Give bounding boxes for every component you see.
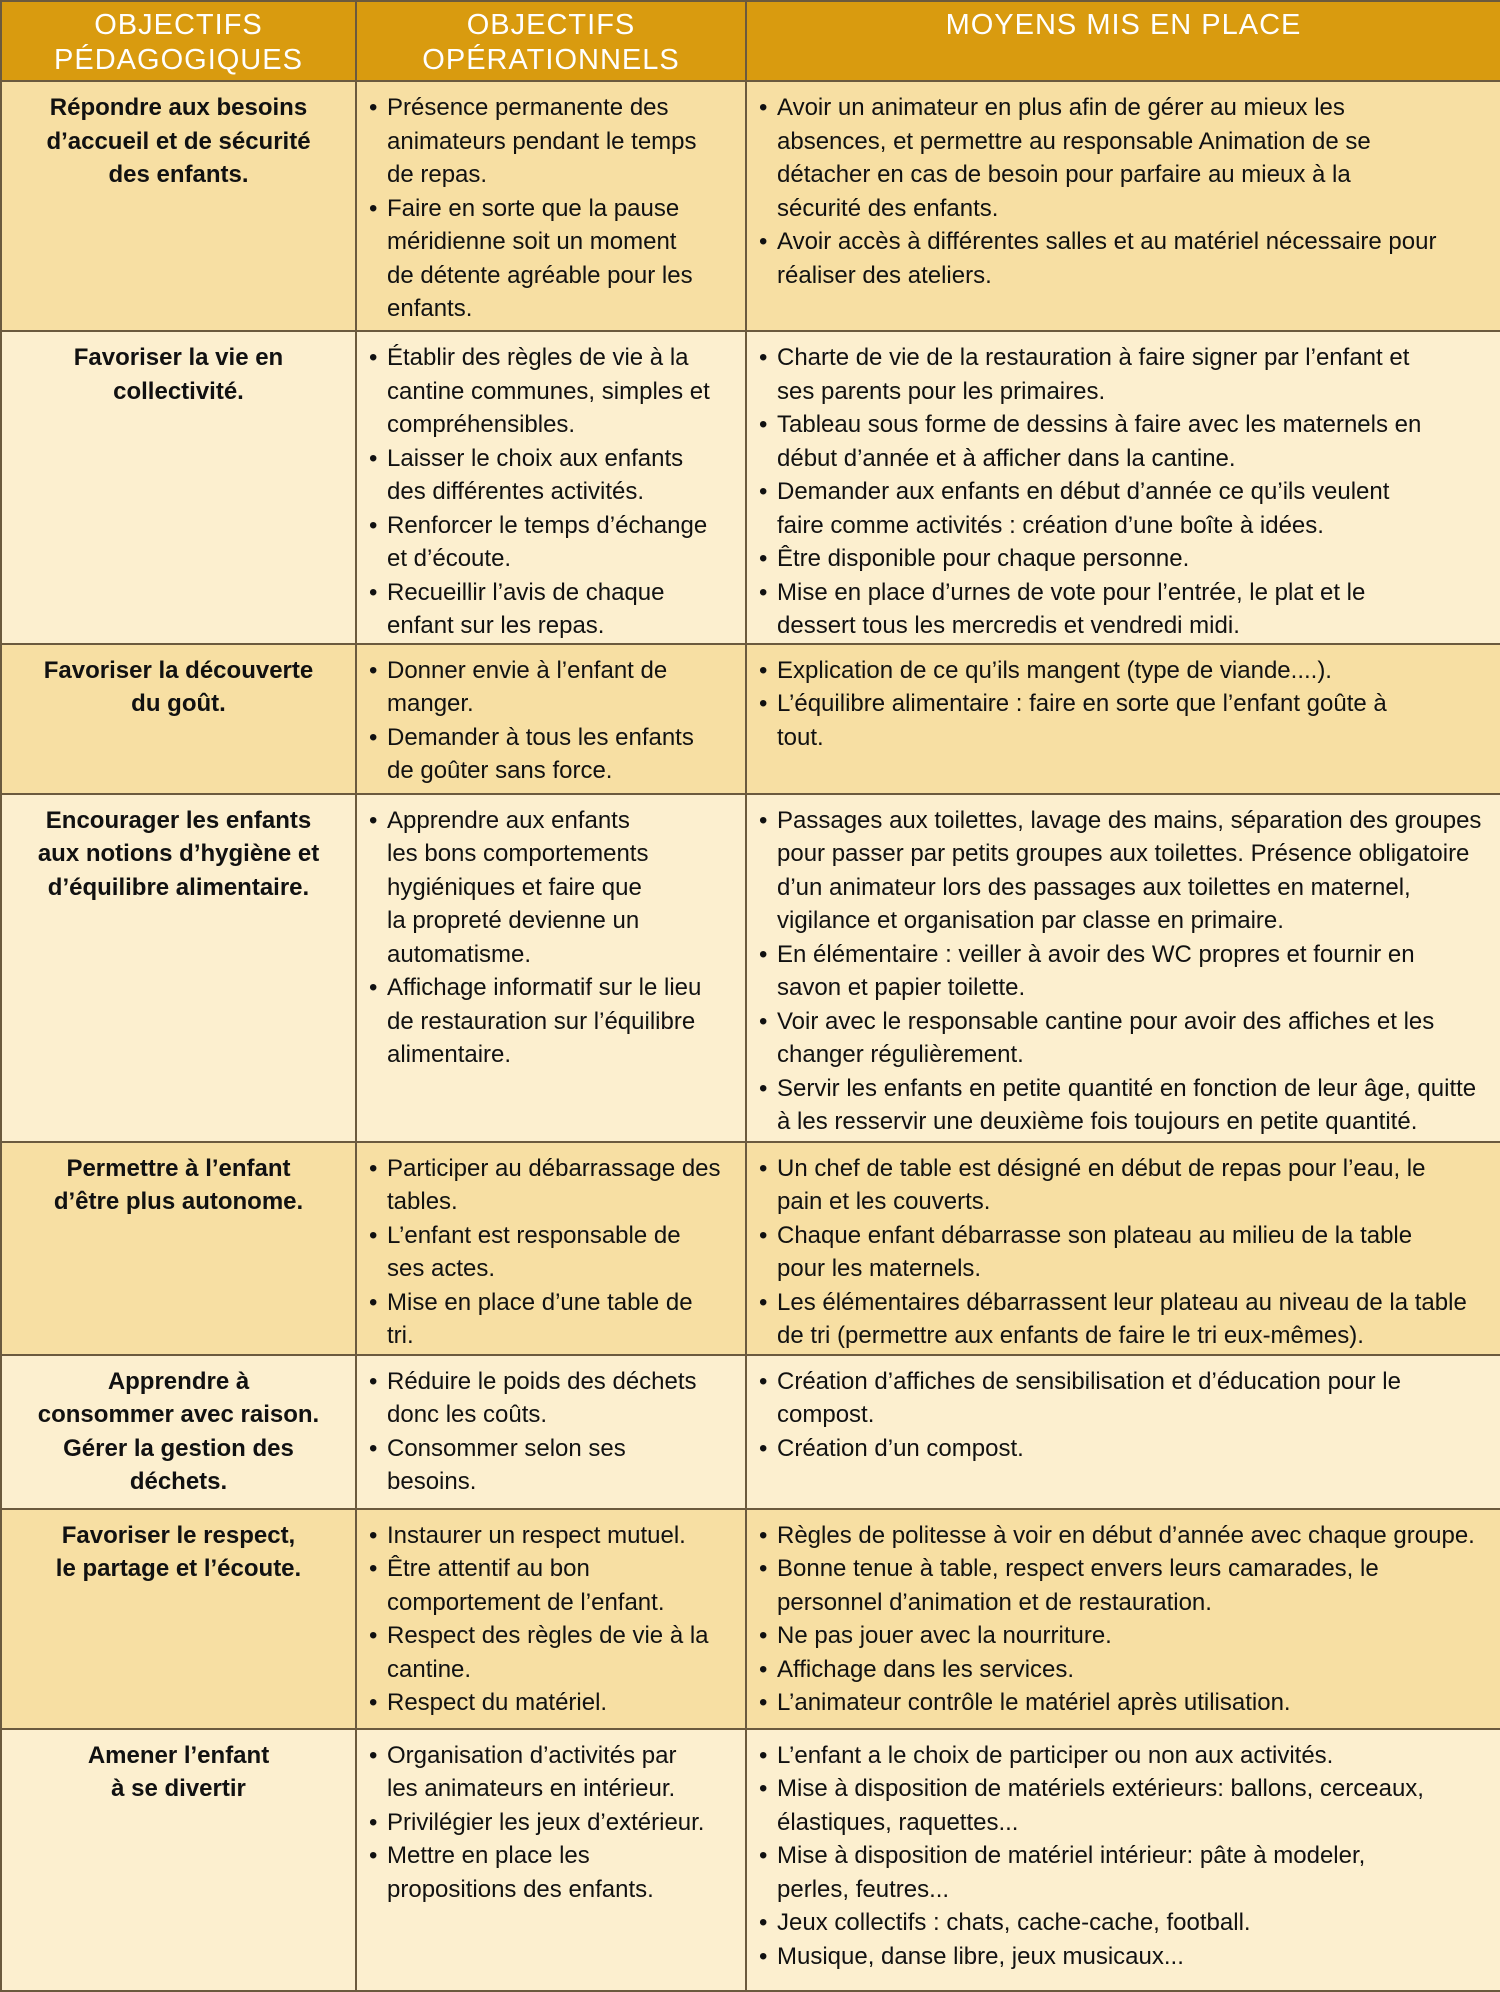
table-row [1, 794, 1500, 1142]
pedagogical-objective: Encourager les enfants aux notions d’hygiène et d’équilibre alimentaire. [1, 794, 356, 1142]
means-list [755, 341, 1494, 643]
operational-list [365, 341, 739, 643]
operational-item: • Renforcer le temps d’échange et d’écoute. [365, 509, 739, 576]
table-row [1, 81, 1500, 331]
means-item: • L’équilibre alimentaire : faire en sorte que l’enfant goûte à tout. [755, 687, 1494, 754]
means-item: • Mise à disposition de matériel intérieur: pâte à modeler, perles, feutres... [755, 1839, 1494, 1906]
means-item: • Affichage dans les services. [755, 1653, 1494, 1687]
means-item: • Création d’un compost. [755, 1432, 1494, 1466]
table-row [1, 1142, 1500, 1355]
table-row [1, 1355, 1500, 1509]
means-list [755, 1365, 1494, 1466]
means-item: • En élémentaire : veiller à avoir des WC propres et fournir en savon et papier toilette. [755, 938, 1494, 1005]
operational-objectives [356, 81, 746, 331]
means-item: • Jeux collectifs : chats, cache-cache, football. [755, 1906, 1494, 1940]
means-list [755, 654, 1494, 755]
means-item: • Musique, danse libre, jeux musicaux... [755, 1940, 1494, 1974]
table-row [1, 644, 1500, 794]
pedagogical-objective: Favoriser la découverte du goût. [1, 644, 356, 794]
operational-objectives [356, 1142, 746, 1355]
pedagogical-objective: Apprendre à consommer avec raison. Gérer la gestion des déchets. [1, 1355, 356, 1509]
operational-item: • Présence permanente des animateurs pendant le temps de repas. [365, 91, 739, 192]
means-implemented [746, 1355, 1500, 1509]
operational-item: • Faire en sorte que la pause méridienne soit un moment de détente agréable pour les enfants. [365, 192, 739, 326]
operational-list [365, 804, 739, 1072]
header-row [1, 1, 1500, 81]
means-item: • Un chef de table est désigné en début de repas pour l’eau, le pain et les couverts. [755, 1152, 1494, 1219]
means-item: • Chaque enfant débarrasse son plateau au milieu de la table pour les maternels. [755, 1219, 1494, 1286]
means-implemented [746, 1142, 1500, 1355]
means-list [755, 91, 1494, 292]
means-implemented [746, 794, 1500, 1142]
operational-list [365, 1519, 739, 1720]
operational-item: • Respect des règles de vie à la cantine. [365, 1619, 739, 1686]
operational-item: • Organisation d’activités par les animateurs en intérieur. [365, 1739, 739, 1806]
operational-objectives [356, 644, 746, 794]
means-list [755, 804, 1494, 1139]
operational-list [365, 654, 739, 788]
operational-item: • Laisser le choix aux enfants des différentes activités. [365, 442, 739, 509]
operational-item: • Instaurer un respect mutuel. [365, 1519, 739, 1553]
means-item: • Passages aux toilettes, lavage des mains, séparation des groupes pour passer par petits groupes aux toilettes. Présence obligatoire d’un animateur lors des passages aux toilettes en maternel, vigilance et organisation par classe en primaire. [755, 804, 1494, 938]
pedagogical-objective: Favoriser le respect, le partage et l’écoute. [1, 1509, 356, 1729]
operational-item: • Privilégier les jeux d’extérieur. [365, 1806, 739, 1840]
operational-item: • Mise en place d’une table de tri. [365, 1286, 739, 1353]
operational-objectives [356, 1729, 746, 1991]
header-operationnels: OBJECTIFS OPÉRATIONNELS [356, 1, 746, 81]
means-item: • Être disponible pour chaque personne. [755, 542, 1494, 576]
means-implemented [746, 331, 1500, 644]
means-item: • Règles de politesse à voir en début d’année avec chaque groupe. [755, 1519, 1494, 1553]
operational-item: • Affichage informatif sur le lieu de restauration sur l’équilibre alimentaire. [365, 971, 739, 1072]
means-item: • Tableau sous forme de dessins à faire avec les maternels en début d’année et à afficher dans la cantine. [755, 408, 1494, 475]
means-item: • Demander aux enfants en début d’année ce qu’ils veulent faire comme activités : création d’une boîte à idées. [755, 475, 1494, 542]
operational-item: • Consommer selon ses besoins. [365, 1432, 739, 1499]
means-item: • Avoir un animateur en plus afin de gérer au mieux les absences, et permettre au responsable Animation de se détacher en cas de besoin pour parfaire au mieux à la sécurité des enfants. [755, 91, 1494, 225]
means-implemented [746, 1509, 1500, 1729]
operational-objectives [356, 1509, 746, 1729]
means-list [755, 1739, 1494, 1974]
means-item: • Les élémentaires débarrassent leur plateau au niveau de la table de tri (permettre aux enfants de faire le tri eux-mêmes). [755, 1286, 1494, 1353]
means-implemented [746, 81, 1500, 331]
means-implemented [746, 1729, 1500, 1991]
operational-objectives [356, 1355, 746, 1509]
operational-item: • Recueillir l’avis de chaque enfant sur les repas. [365, 576, 739, 643]
header-pedagogiques: OBJECTIFS PÉDAGOGIQUES [1, 1, 356, 81]
operational-list [365, 91, 739, 326]
means-list [755, 1152, 1494, 1353]
means-list [755, 1519, 1494, 1720]
operational-item: • Donner envie à l’enfant de manger. [365, 654, 739, 721]
means-item: • L’enfant a le choix de participer ou non aux activités. [755, 1739, 1494, 1773]
means-item: • Mise à disposition de matériels extérieurs: ballons, cerceaux, élastiques, raquettes... [755, 1772, 1494, 1839]
means-implemented [746, 644, 1500, 794]
means-item: • Bonne tenue à table, respect envers leurs camarades, le personnel d’animation et de restauration. [755, 1552, 1494, 1619]
operational-item: • Mettre en place les propositions des enfants. [365, 1839, 739, 1906]
operational-item: • Demander à tous les enfants de goûter sans force. [365, 721, 739, 788]
operational-objectives [356, 794, 746, 1142]
pedagogical-objective: Favoriser la vie en collectivité. [1, 331, 356, 644]
operational-item: • Respect du matériel. [365, 1686, 739, 1720]
operational-list [365, 1152, 739, 1353]
pedagogical-objective: Répondre aux besoins d’accueil et de sécurité des enfants. [1, 81, 356, 331]
operational-item: • Établir des règles de vie à la cantine communes, simples et compréhensibles. [365, 341, 739, 442]
means-item: • Charte de vie de la restauration à faire signer par l’enfant et ses parents pour les primaires. [755, 341, 1494, 408]
means-item: • Avoir accès à différentes salles et au matériel nécessaire pour réaliser des ateliers. [755, 225, 1494, 292]
means-item: • Mise en place d’urnes de vote pour l’entrée, le plat et le dessert tous les mercredis et vendredi midi. [755, 576, 1494, 643]
operational-item: • Apprendre aux enfants les bons comportements hygiéniques et faire que la propreté devienne un automatisme. [365, 804, 739, 972]
operational-list [365, 1739, 739, 1907]
means-item: • L’animateur contrôle le matériel après utilisation. [755, 1686, 1494, 1720]
table-row [1, 331, 1500, 644]
means-item: • Explication de ce qu’ils mangent (type de viande....). [755, 654, 1494, 688]
pedagogical-objective: Permettre à l’enfant d’être plus autonome. [1, 1142, 356, 1355]
header-moyens: MOYENS MIS EN PLACE [746, 1, 1500, 81]
operational-item: • Participer au débarrassage des tables. [365, 1152, 739, 1219]
operational-list [365, 1365, 739, 1499]
means-item: • Servir les enfants en petite quantité en fonction de leur âge, quitte à les resservir une deuxième fois toujours en petite quantité. [755, 1072, 1494, 1139]
table-row [1, 1509, 1500, 1729]
operational-item: • Réduire le poids des déchets donc les coûts. [365, 1365, 739, 1432]
operational-item: • Être attentif au bon comportement de l’enfant. [365, 1552, 739, 1619]
operational-objectives [356, 331, 746, 644]
operational-item: • L’enfant est responsable de ses actes. [365, 1219, 739, 1286]
means-item: • Voir avec le responsable cantine pour avoir des affiches et les changer régulièrement. [755, 1005, 1494, 1072]
table-row [1, 1729, 1500, 1991]
means-item: • Ne pas jouer avec la nourriture. [755, 1619, 1494, 1653]
means-item: • Création d’affiches de sensibilisation et d’éducation pour le compost. [755, 1365, 1494, 1432]
pedagogical-objective: Amener l’enfant à se divertir [1, 1729, 356, 1991]
